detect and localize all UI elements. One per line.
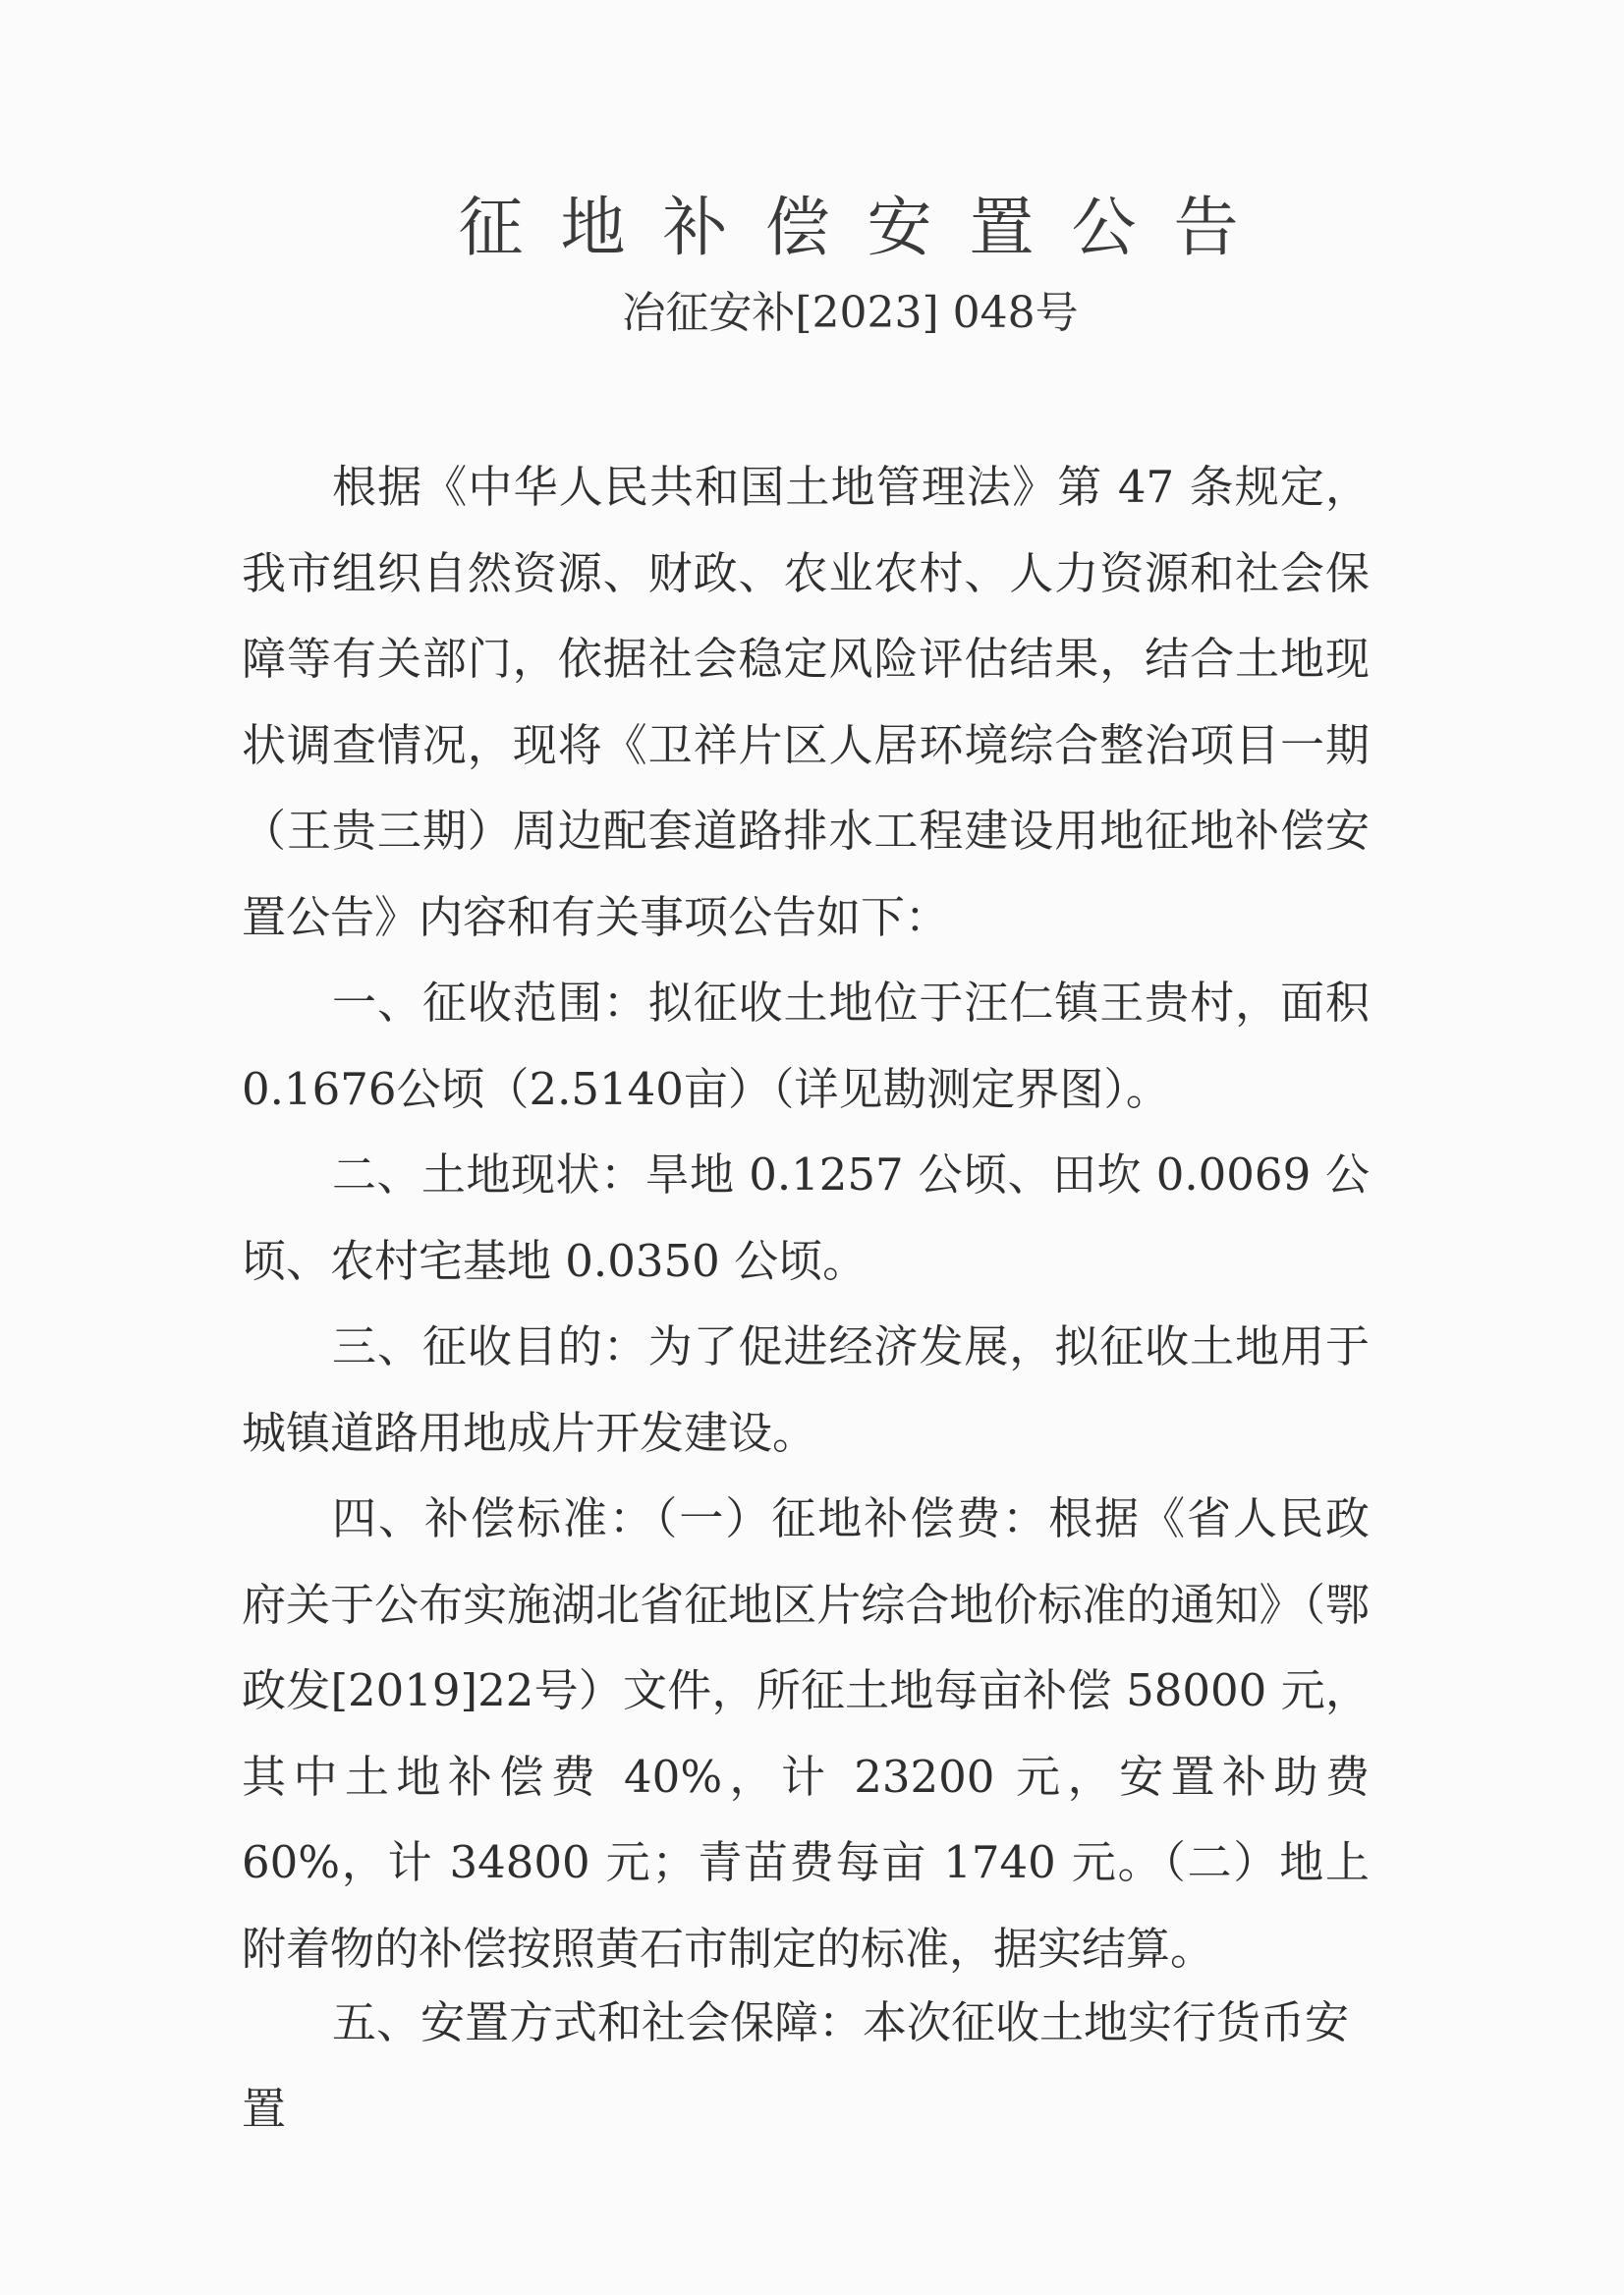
paragraph-land-status: 二、土地现状：旱地 0.1257 公顷、田坎 0.0069 公顷、农村宅基地 0.0350 公顷。 — [242, 1148, 1370, 1287]
paragraph-purpose: 三、征收目的：为了促进经济发展，拟征收土地用于城镇道路用地成片开发建设。 — [242, 1320, 1370, 1459]
document-number: 冶征安补[2023] 048号 — [622, 288, 1079, 338]
paragraph-compensation: 四、补偿标准：（一）征地补偿费：根据《省人民政府关于公布实施湖北省征地区片综合地价标准的通知》（鄂政发[2019]22号）文件，所征土地每亩补偿 58000 元，其中土地补偿费 40%，计 23200 元，安置补助费 60%，计 34800 元；青苗费每亩 1740 元。（二）地上附着物的补偿按照黄石市制定的标准，据实结算。 — [242, 1492, 1370, 1975]
paragraph-resettlement-text: 五、安置方式和社会保障：本次征收土地实行货币安置 — [242, 1996, 1350, 2135]
paragraph-scope: 一、征收范围：拟征收土地位于汪仁镇王贵村，面积0.1676公顷（2.5140亩）（详见勘测定界图）。 — [242, 977, 1370, 1115]
paragraph-intro: 根据《中华人民共和国土地管理法》第 47 条规定，我市组织自然资源、财政、农业农村、人力资源和社会保障等有关部门，依据社会稳定风险评估结果，结合土地现状调查情况，现将《卫祥片区人居环境综合整治项目一期（王贵三期）周边配套道路排水工程建设用地征地补偿安置公告》内容和有关事项公告如下： — [242, 461, 1370, 943]
document-body — [242, 444, 1370, 1991]
document-title: 征地补偿安置公告 — [458, 190, 1276, 265]
paragraph-resettlement — [242, 1980, 1370, 2152]
